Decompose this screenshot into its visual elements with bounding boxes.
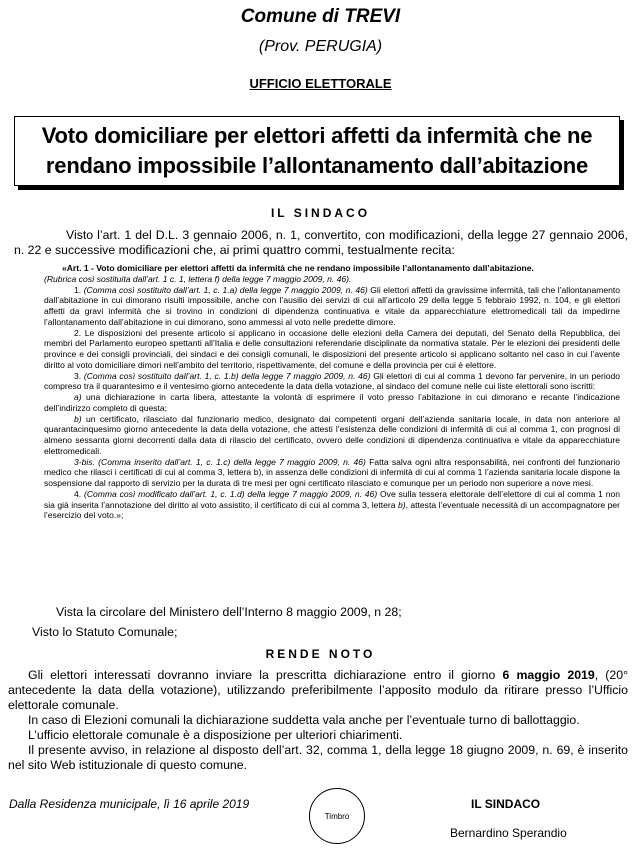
rende-noto-p2: In caso di Elezioni comunali la dichiarazione suddetta vala anche per l’eventuale turno di ballottaggio. <box>28 713 580 727</box>
rende-noto-p3: L’ufficio elettorale comunale è a disposizione per ulteriori chiarimenti. <box>28 728 403 742</box>
article-quote <box>44 263 620 521</box>
deadline-date: 6 maggio 2019 <box>502 668 595 682</box>
visto-law-paragraph: Visto l’art. 1 del D.L. 3 gennaio 2006, n. 1, convertito, con modificazioni, della legge 27 gennaio 2006, n. 22 e successive modificazioni che, ai primi quattro commi, testualmente recita: <box>14 228 628 257</box>
article-comma-3b: b) un certificato, rilasciato dal funzionario medico, designato dai competenti organi dell’azienda sanitaria locale, in data non anteriore al quarantacinquesimo giorno antecedente la data della votazione, che attesti l’esistenza delle condizioni di infermità di cui al comma 1, con prognosi di almeno sessanta giorni decorrenti dalla data di rilascio del certificato, ovvero delle condizioni di dipendenza continuativa e vitale da apparecchiature elettromedicali. <box>44 413 620 456</box>
notice-title-box <box>14 116 620 186</box>
sindaco-heading: IL SINDACO <box>270 206 371 220</box>
comune-title: Comune di TREVI <box>240 6 401 27</box>
article-comma-2: 2. Le disposizioni del presente articolo si applicano in occasione delle elezioni della Camera dei deputati, del Senato della Repubblica, dei membri del Parlamento europeo spettanti all’Italia e delle consultazioni referendarie disciplinate da normativa statale. Per le elezioni dei presidenti delle province e dei consigli provinciali, dei sindaci e dei consigli comunali, le disposizioni del presente articolo si applicano soltanto nel caso in cui l’avente diritto al voto domiciliare dimori nell’ambito del territorio, rispettivamente, del comune e della provincia per cui è elettore. <box>44 327 620 370</box>
rende-noto-p4: Il presente avviso, in relazione al disposto dell’art. 32, comma 1, della legge 18 giugno 2009, n. 69, è inserito nel sito Web istituzionale di questo comune. <box>8 743 628 772</box>
provincia-subtitle: (Prov. PERUGIA) <box>258 38 383 55</box>
notice-title-line2: rendano impossibile l’allontanamento dall’abitazione <box>45 153 589 178</box>
article-heading: «Art. 1 - Voto domiciliare per elettori affetti da infermità che ne rendano impossibile l’allontanamento dall’abitazione. <box>62 263 534 273</box>
signer-title: IL SINDACO <box>471 797 541 811</box>
visto-statuto: Visto lo Statuto Comunale; <box>32 625 178 639</box>
stamp-label: Timbro <box>324 811 350 821</box>
signer-name: Bernardino Sperandio <box>450 826 567 840</box>
notice-title <box>42 121 593 181</box>
rende-noto-p1: Gli elettori interessati dovranno inviare la prescritta dichiarazione entro il giorno 6 maggio 2019, (20° antecedente la data della votazione), utilizzando preferibilmente l’apposito modulo da ritirare presso l’Ufficio elettorale comunale. <box>8 668 628 712</box>
stamp-circle <box>309 788 365 844</box>
article-rubrica: (Rubrica così sostituita dall’art. 1 c. 1, lettera f) della legge 7 maggio 2009, n. 46). <box>44 273 352 284</box>
article-comma-3bis: 3-bis. (Comma inserito dall’art. 1, c. 1.c) della legge 7 maggio 2009, n. 46) Fatta salva ogni altra responsabilità, nei confronti del funzionario medico che rilasci i certificati di cui al comma 3, lettera b), in assenza delle condizioni di infermità di cui al comma 1 l’azienda sanitaria locale dispone la sospensione dal rapporto di servizio per la durata di tre mesi per ogni certificato rilasciato e comunque per un periodo non superiore a nove mesi. <box>44 456 620 488</box>
notice-title-line1: Voto domiciliare per elettori affetti da infermità che ne <box>41 123 593 148</box>
rende-noto-body <box>8 668 628 773</box>
vista-circolare: Vista la circolare del Ministero dell’Interno 8 maggio 2009, n 28; <box>56 605 402 619</box>
article-comma-1: 1. (Comma così sostituito dall’art. 1, c. 1.a) della legge 7 maggio 2009, n. 46) Gli elettori affetti da gravissime infermità, tali che l’allontanamento dall’abitazione in cui dimorano risulti impossibile, anche con l’ausilio dei servizi di cui all’articolo 29 della legge 5 febbraio 1992, n. 104, e gli elettori affetti da gravi infermità che si trovino in condizioni di dipendenza continuativa e vitale da apparecchiature elettromedicali tali da impedirne l’allontanamento dall’abitazione in cui dimorano, sono ammessi al voto nelle predette dimore. <box>44 284 621 327</box>
article-comma-3a: a) una dichiarazione in carta libera, attestante la volontà di esprimere il voto presso l’abitazione in cui dimorano e recante l’indicazione dell’indirizzo completo di questa; <box>44 392 620 413</box>
rende-noto-heading: RENDE NOTO <box>265 647 376 661</box>
article-comma-3: 3. (Comma così sostituito dall’art. 1, c. 1.b) della legge 7 maggio 2009, n. 46) Gli elettori di cui al comma 1 devono far pervenire, in un periodo compreso tra il quarantesimo e il ventesimo giorno antecedente la data della votazione, al sindaco del comune nelle cui liste elettorali sono iscritti: <box>44 370 620 392</box>
ufficio-heading: UFFICIO ELETTORALE <box>249 76 392 91</box>
footer-date: Dalla Residenza municipale, lì 16 aprile 2019 <box>9 797 250 811</box>
article-comma-4: 4. (Comma così modificato dall’art. 1, c. 1.d) della legge 7 maggio 2009, n. 46) Ove sulla tessera elettorale dell’elettore di cui al comma 1 non sia già inserita l’annotazione del diritto al voto assistito, il certificato di cui al comma 3, lettera b), attesta l’eventuale necessità di un accompagnatore per l’esercizio del voto.»; <box>44 488 620 521</box>
